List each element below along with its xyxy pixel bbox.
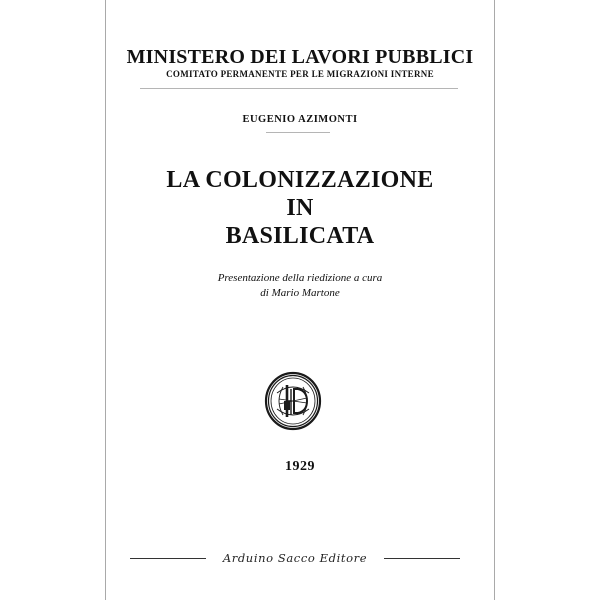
committee-subheading: COMITATO PERMANENTE PER LE MIGRAZIONI INTERNE (166, 69, 434, 79)
edition-note-line-1: Presentazione della riedizione a cura (217, 272, 383, 284)
title-line-2: IN (286, 195, 314, 221)
publisher-name: Arduino Sacco Editore (222, 551, 368, 565)
publisher-emblem-icon (263, 371, 323, 431)
author-divider (266, 132, 330, 133)
publication-year: 1929 (285, 459, 315, 474)
title-line-1: LA COLONIZZAZIONE (166, 167, 434, 193)
book-cover (105, 0, 495, 600)
header-divider (140, 88, 458, 89)
ministry-heading: MINISTERO DEI LAVORI PUBBLICI (126, 46, 474, 68)
edition-note (106, 271, 494, 301)
edition-note-line-2: di Mario Martone (260, 287, 340, 299)
publisher-footer (130, 551, 460, 565)
title-line-3: BASILICATA (225, 223, 375, 249)
publisher-rule-right (384, 558, 460, 559)
publisher-rule-left (130, 558, 206, 559)
book-title (106, 166, 494, 250)
author-name: EUGENIO AZIMONTI (242, 114, 358, 125)
